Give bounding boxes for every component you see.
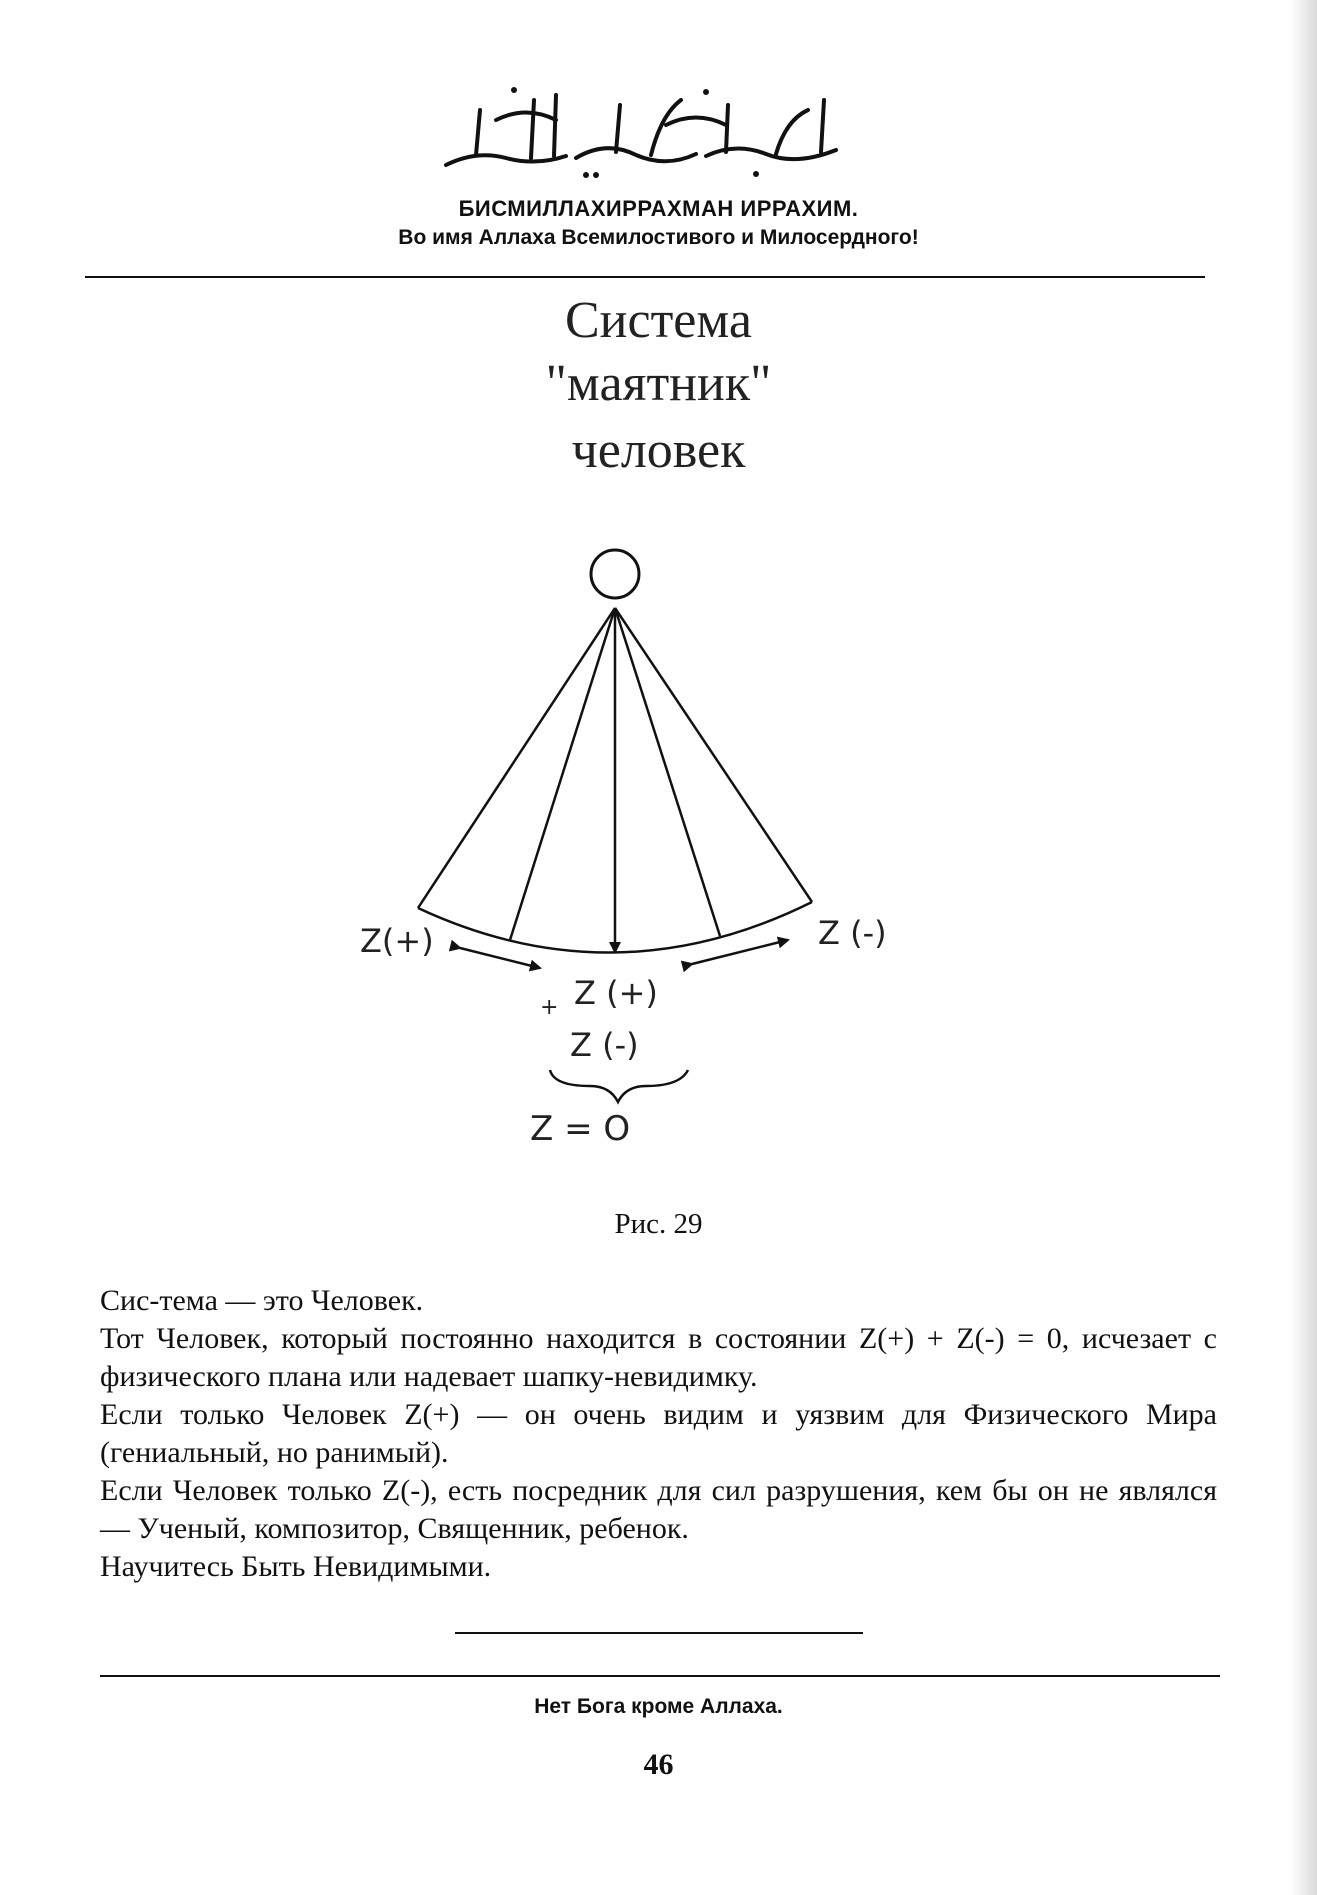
label-z-plus-left: Z(+) <box>360 922 434 960</box>
swing-line-mid-left <box>510 608 615 940</box>
header-rule <box>85 276 1205 278</box>
result-z-zero: Z = O <box>530 1109 631 1149</box>
page-number: 46 <box>643 1748 674 1781</box>
figure-caption: Рис. 29 <box>614 1208 703 1240</box>
swing-line-right <box>615 608 812 902</box>
paragraph-1: Сис-тема — это Человек. <box>100 1284 424 1317</box>
section-end-rule <box>455 1632 863 1634</box>
title-line-1: Система <box>564 292 753 349</box>
body-text <box>100 1282 1217 1586</box>
title-line-3: человек <box>571 422 746 479</box>
paragraph-3: Если только Человек Z(+) — он очень видим и уязвим для Физического Мира (гениальный, но ранимый). <box>100 1398 1217 1469</box>
arabic-calligraphy <box>436 70 856 180</box>
footer-text: Нет Бога кроме Аллаха. <box>534 1695 783 1718</box>
header-translation: Во имя Аллаха Всемилостивого и Милосердного! <box>398 226 919 249</box>
swing-line-right-mid <box>615 608 720 936</box>
sum-z-plus: Z (+) <box>574 974 658 1012</box>
label-z-minus-right: Z (-) <box>818 914 887 952</box>
pendulum-diagram <box>340 540 940 1160</box>
footer-rule <box>100 1675 1220 1677</box>
paragraph-4: Если Человек только Z(-), есть посредник для сил разрушения, кем бы он не являлся — Ученый, композитор, Священник, ребенок. <box>100 1474 1217 1545</box>
sum-z-minus: Z (-) <box>570 1026 639 1064</box>
title-line-2: "маятник" <box>545 355 772 412</box>
paragraph-5: Научитесь Быть Невидимыми. <box>100 1550 492 1583</box>
sum-brace <box>550 1070 688 1102</box>
paragraph-2: Тот Человек, который постоянно находится в состоянии Z(+) + Z(-) = 0, исчезает с физического плана или надевает шапку-невидимку. <box>100 1322 1217 1393</box>
swing-line-left <box>418 608 615 908</box>
page-edge-shadow <box>1291 0 1317 1895</box>
double-arrow-right <box>692 940 788 964</box>
double-arrow-left <box>460 948 540 968</box>
pivot-circle <box>591 550 639 598</box>
sum-plus-sign: + <box>540 995 559 1020</box>
header-transliteration: БИСМИЛЛАХИРРАХМАН ИРРАХИМ. <box>458 196 859 221</box>
